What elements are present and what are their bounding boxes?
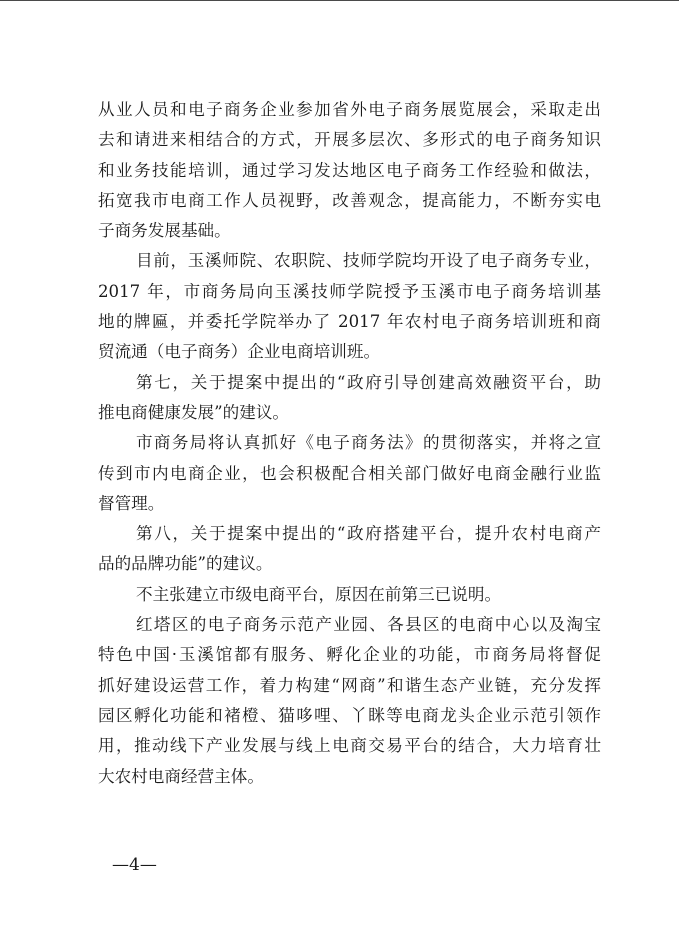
text-line: 传到市内电商企业，也会积极配合相关部门做好电商金融行业监 (98, 463, 601, 483)
paragraph (98, 610, 601, 792)
text-line: 和业务技能培训，通过学习发达地区电子商务工作经验和做法， (98, 160, 601, 180)
text-line: 红塔区的电子商务示范产业园、各县区的电商中心以及淘宝 (136, 615, 601, 635)
text-line: 不主张建立市级电商平台，原因在前第三已说明。 (136, 584, 502, 604)
text-line: 市商务局将认真抓好《电子商务法》的贯彻落实，并将之宣 (136, 433, 601, 453)
text-line: 用，推动线下产业发展与线上电商交易平台的结合，大力培育壮 (98, 736, 601, 756)
text-line: 2017 年，市商务局向玉溪技师学院授予玉溪市电子商务培训基 (98, 281, 601, 301)
paragraph (98, 519, 601, 580)
text-line: 第七，关于提案中提出的“政府引导创建高效融资平台，助 (136, 372, 601, 392)
text-line: 从业人员和电子商务企业参加省外电子商务展览展会，采取走出 (98, 100, 601, 119)
text-line: 拓宽我市电商工作人员视野，改善观念，提高能力，不断夯实电 (98, 190, 601, 210)
text-line: 推电商健康发展”的建议。 (98, 402, 290, 422)
document-body (98, 95, 601, 792)
text-line: 督管理。 (98, 493, 165, 513)
text-line: 目前，玉溪师院、农职院、技师学院均开设了电子商务专业， (136, 251, 601, 271)
text-line: 园区孵化功能和褚橙、猫哆哩、丫眯等电商龙头企业示范引领作 (98, 705, 601, 725)
text-line: 大农村电商经营主体。 (98, 766, 264, 786)
paragraph (98, 428, 601, 519)
text-line: 地的牌匾，并委托学院举办了 2017 年农村电子商务培训班和商 (98, 312, 601, 332)
page-number: —4— (112, 855, 157, 875)
text-line: 贸流通（电子商务）企业电商培训班。 (98, 342, 381, 362)
paragraph (98, 246, 601, 367)
text-line: 抓好建设运营工作，着力构建“网商”和谐生态产业链，充分发挥 (98, 675, 601, 695)
page-top-edge (0, 0, 679, 4)
text-line: 去和请进来相结合的方式，开展多层次、多形式的电子商务知识 (98, 130, 601, 150)
paragraph (98, 368, 601, 429)
text-line: 第八，关于提案中提出的“政府搭建平台，提升农村电商产 (136, 524, 601, 544)
paragraph (98, 95, 601, 246)
text-line: 特色中国·玉溪馆都有服务、孵化企业的功能，市商务局将督促 (98, 645, 601, 665)
text-line: 子商务发展基础。 (98, 221, 231, 241)
text-line: 品的品牌功能”的建议。 (98, 554, 273, 574)
paragraph (98, 580, 601, 610)
